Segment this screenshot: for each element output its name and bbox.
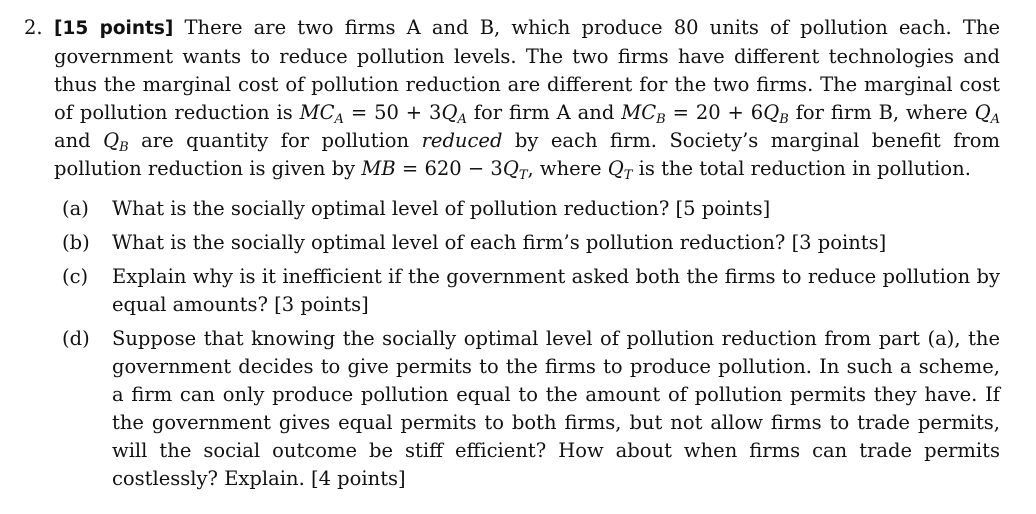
equation-mcb: $MC_B = 20 + 6Q_B$ xyxy=(621,101,789,127)
question-part-d xyxy=(62,325,1000,493)
problem-body xyxy=(54,14,1000,183)
problem-text-8: is the total reduction in pollution. xyxy=(638,157,971,180)
problem-text-3: for firm B, where xyxy=(795,101,968,124)
question-part-b xyxy=(62,229,1000,257)
question-parts xyxy=(24,195,1000,493)
question-part-a xyxy=(62,195,1000,223)
part-text: What is the socially optimal level of each firm’s pollution reduction? [3 points] xyxy=(112,231,887,254)
problem-points: [15 points] xyxy=(54,18,174,39)
problem-text-4: and xyxy=(54,129,91,152)
problem-statement xyxy=(24,14,1000,183)
problem-text-6: by each firm. Society’s marginal benefit from pollution reduction is given by xyxy=(54,129,1001,180)
equation-mca: $MC_A = 50 + 3Q_A$ xyxy=(299,101,467,127)
problem-text-7: , where xyxy=(527,157,602,180)
variable-qb: $Q_B$ xyxy=(103,129,129,155)
problem-number: 2. xyxy=(24,16,43,39)
problem-text-2: for firm A and xyxy=(473,101,615,124)
part-label: (d) xyxy=(62,327,90,350)
variable-qa: $Q_A$ xyxy=(974,101,1000,127)
emphasis-reduced: reduced xyxy=(421,129,503,152)
variable-qt: $Q_T$ xyxy=(607,157,633,183)
part-label: (a) xyxy=(62,197,89,220)
part-text: Suppose that knowing the socially optimal level of pollution reduction from part (a), the government decides to give permits to the firms to produce pollution. In such a scheme, a firm can only produce pollution equal to the amount of pollution permits they have. If the government gives equal permits to both firms, but not allow firms to trade permits, will the social outcome be stiff efficient? How about when firms can trade permits costlessly? Explain. [4 points] xyxy=(112,327,1000,490)
problem-text-5: are quantity for pollution xyxy=(141,129,410,152)
part-label: (c) xyxy=(62,265,89,288)
part-text: What is the socially optimal level of pollution reduction? [5 points] xyxy=(112,197,771,220)
part-label: (b) xyxy=(62,231,90,254)
equation-mb: MB = $620 - 3Q_T$ xyxy=(361,157,528,183)
problem-text-1: There are two firms A and B, which produce 80 units of pollution each. The government wants to reduce pollution levels. The two firms have different technologies and thus the marginal cost of pollution reduction are different for the two firms. The marginal cost of pollution reduction is xyxy=(54,16,1000,124)
part-text: Explain why is it inefficient if the government asked both the firms to reduce pollution by equal amounts? [3 points] xyxy=(112,265,1000,316)
question-part-c xyxy=(62,263,1000,319)
